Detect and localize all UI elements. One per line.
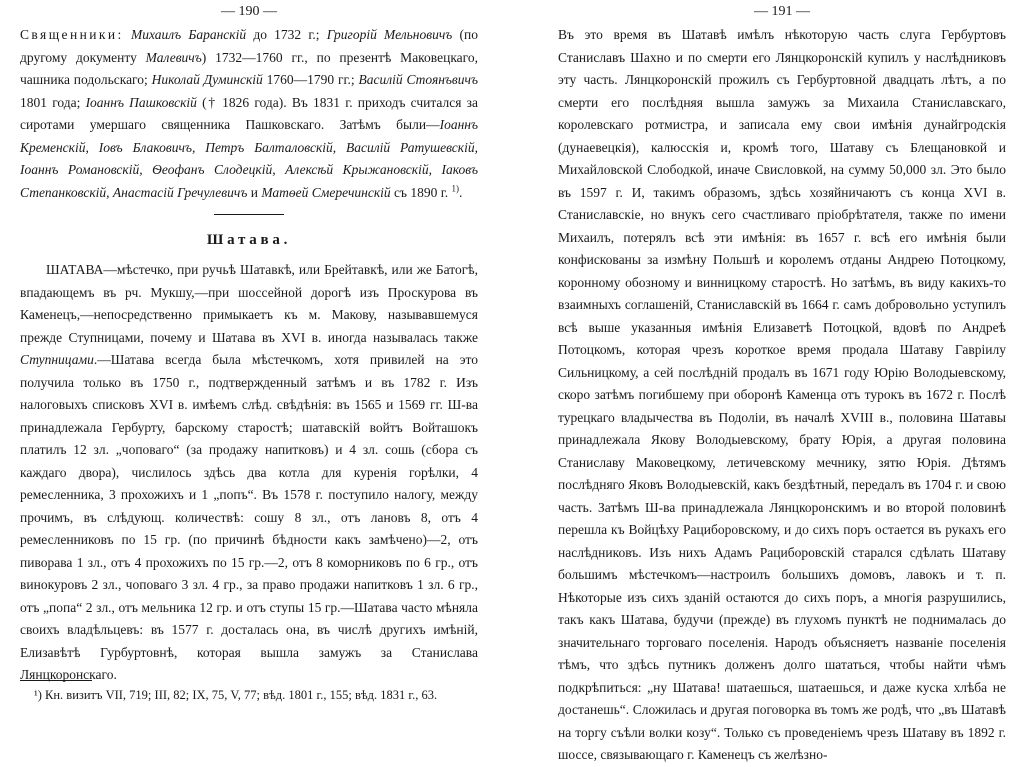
shatava-paragraph: ШАТАВА—мѣстечко, при ручьѣ Шатавкѣ, или Брейтавкѣ, или же Батогѣ, впадающемъ въ рч. Мукшу,—при шоссейной дорогѣ изъ Проскурова въ Каменецъ,—непосредственно примыкаетъ къ м. Макову, называвшемуся прежде Ступницами, почему и Шатава въ XVI в. иногда называлась также Ступницами.—Шатава всегда была мѣстечкомъ, хотя привилей на это получила только въ 1750 г., подтвержденный затѣмъ и въ 1782 г. Изъ налоговыхъ списковъ XVI в. имѣемъ слѣд. свѣдѣнія: въ 1565 и 1569 гг. Ш-ва принадлежала Гербурту, барскому старостѣ; шатавскій войтъ Войташокъ платилъ 12 зл. „чоповаго“ (за продажу напитковъ) и 4 зл. сошь (сбора съ каждаго двора), числилось здѣсь два котла для куренія горѣлки, 4 ремесленника, 3 прохожихъ и 1 „попъ“. Въ 1578 г. поступило налогу, между прочимъ, въ слѣдующ. количествѣ: сошу 8 зл., отъ лановъ 8, отъ 4 ремесленниковъ по 15 гр. (по причинѣ бѣдности какъ замѣчено)—2, отъ пиворава 1 зл., отъ 4 прохожихъ по 15 гр.—2, отъ 8 коморниковъ по 6 гр., отъ винокуровъ 2 зл., чоповаго 3 зл. 4 гр., за право продажи напитковъ 1 зл. 6 гр., отъ „попа“ 2 зл., отъ мельника 12 гр. и отъ ступы 15 гр.—Шатава часто мѣняла своихъ владѣльцевъ: въ 1577 г. досталась она, въ числѣ другихъ имѣній, Елизавѣтѣ Гурбуртовнѣ, которая вышла замужъ за Станислава Лянцкоронскаго. (20, 262, 478, 682)
right-paragraph: Въ это время въ Шатавѣ имѣлъ нѣкоторую часть слуга Гербуртовъ Станиславъ Шахно и по смерти его Лянцкоронскій купилъ у наслѣдниковъ эту часть. Лянцкоронскій прожилъ съ Гербуртовной двадцать лѣтъ, а по смерти его послѣдняя вышла замужъ за Михаила Станиславскаго, королевскаго ротмистра, и записала ему свои имѣнія дунайгродскія (дунаевецкія), калюсскія и, кромѣ того, Шатаву съ Блещановкой и Михайловской Слободкой, иначе Свисловкой, на сумму 50,000 зл. Это было въ 1597 г. И, такимъ образомъ, здѣсь хозяйничаютъ съ конца XVI в. Станиславскіе, но внукъ сего счастливаго пріобрѣтателя, также по имени Михаилъ, потерялъ всѣ эти имѣнія: въ 1657 г. всѣ его имѣнія были конфискованы за измѣну Польшѣ и королемъ отданы Андрею Потоцкому, коронному обозному и винницкому старостѣ. Но затѣмъ, въ виду какихъ-то взаимныхъ соглашеній, Станиславскій въ 1664 г. самъ добровольно уступилъ всѣ выше указанныя имѣнія Елизаветѣ Потоцкой, вдовѣ по Андреѣ Потоцкомъ, которая чрезъ короткое время продала Шатаву Гавріилу Сильницкому, а сей послѣдній продалъ въ 1671 году Юрію Володыевскому, скоро затѣмъ погибшему при оборонѣ Каменца отъ турокъ въ 1672 г. Послѣ турецкаго владычества въ Подоліи, въ началѣ XVIII в., половина Шатавы принадлежала Якову Володыевскому, брату Юрія, а другая половина Станиславу Маковецкому, летичевскому мечнику, зятю Юрія. Дѣтямъ послѣдняго Яковъ Володыевскій, какъ бездѣтный, передалъ въ 1704 г. и свою часть. Затѣмъ Ш-ва принадлежала Лянцкоронскимъ и во второй половинѣ перешла къ Войцѣху Рациборовскому, и до сихъ поръ остается въ рукахъ его наслѣдниковъ. Изъ нихъ Адамъ Рациборовскій старался сдѣлать Шатаву большимъ мѣстечкомъ—настроилъ большихъ домовъ, лавокъ и т. п. Нѣкоторые изъ сихъ зданій остаются до сихъ поръ, а многія разрушились, такъ какъ Шатава, будучи (прежде) въ глухомъ пунктѣ не поднималась до значительнаго торговаго поселенія. Народъ объясняетъ названіе поселенія тѣмъ, что здѣсь путникъ долженъ долго шататься, чтобы найти чѣмъ подкрѣпиться: „ну Шатава! шатаешься, шатаешься, и даже куска хлѣба не достанешь“. Сложилась и другая поговорка въ томъ же родѣ, что „въ Шатавѣ на торгу съѣли волки козу“. Только съ проведеніемъ чрезъ Шатаву въ 1892 г. шоссе, связывающаго г. Каменецъ съ желѣзно- (558, 27, 1006, 762)
right-page (512, 0, 1024, 762)
clergy-paragraph: Священники: Михаилъ Баранскій до 1732 г.; Григорій Мельновичъ (по другому документу Малевичъ) 1732—1760 гг., по презентѣ Маковецкаго, чашника подольскаго; Николай Думинскій 1760—1790 гг.; Василій Стоянъвичъ 1801 года; Іоаннъ Пашковскій († 1826 года). Въ 1831 г. приходъ считался за сиротами умершаго священника Пашковскаго. Затѣмъ были—Іоаннъ Кременскій, Іовъ Блаковичъ, Петръ Балталовскій, Василій Ратушевскій, Іоаннъ Романовскій, Ѳеофанъ Слодецкій, Алексѣй Крыжановскій, Іаковъ Степанковскій, Анастасій Гречулевичъ и Матѳей Смеречинскій съ 1890 г. $^{1)}$. (20, 27, 478, 200)
footnote: ¹) Кн. визитъ VII, 719; III, 82; IX, 75, V, 77; вѣд. 1801 г., 155; вѣд. 1831 г., 63. (34, 688, 438, 702)
page-number-left: — 190 — (221, 4, 277, 19)
section-title: Шатава. (206, 232, 292, 248)
left-page (0, 0, 512, 731)
section-divider (214, 214, 284, 215)
page-number-right: — 191 — (754, 4, 810, 19)
footnote-ref: 1) (451, 183, 460, 193)
footnote-rule (20, 680, 92, 681)
